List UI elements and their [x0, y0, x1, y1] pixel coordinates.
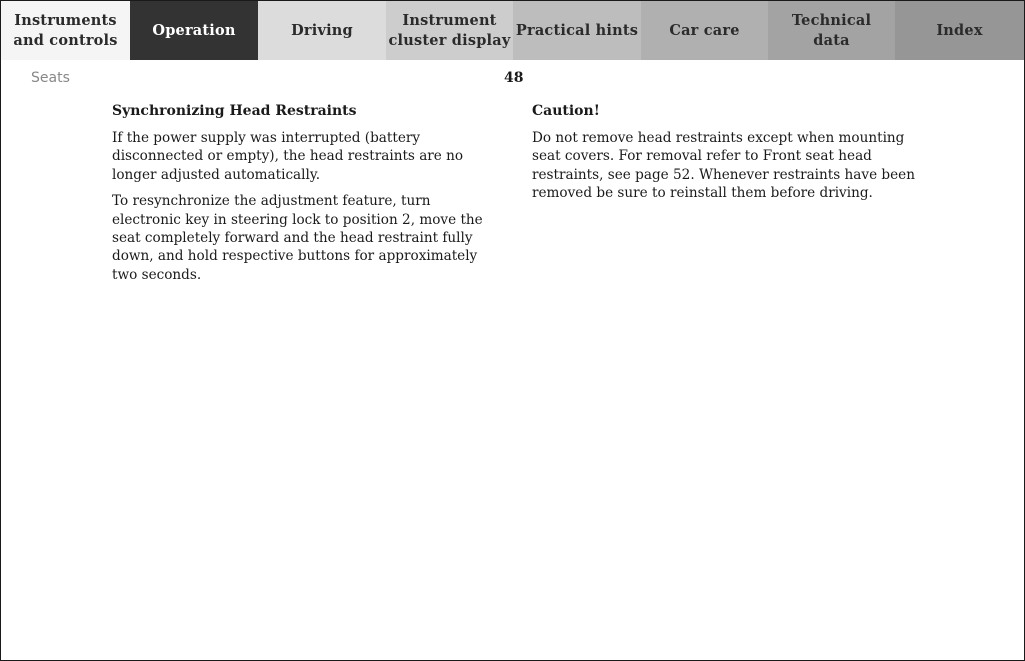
tab-driving[interactable]	[258, 1, 386, 60]
right-column	[532, 102, 922, 211]
tab-label-line1: Technical	[791, 11, 872, 29]
paragraph: If the power supply was interrupted (battery disconnected or empty), the head restraints are no longer adjusted automatically.	[112, 130, 464, 183]
section-heading: Synchronizing Head Restraints	[112, 103, 357, 119]
section-title: Seats	[31, 70, 70, 86]
tab-label-line2: data	[813, 31, 850, 49]
tab-label-line1: Instruments	[14, 11, 117, 29]
tab-index[interactable]	[895, 1, 1024, 60]
tab-practical-hints[interactable]	[513, 1, 641, 60]
tab-label-line1: Practical hints	[515, 21, 639, 39]
tab-operation[interactable]	[130, 1, 258, 60]
tab-label-line1: Car care	[669, 21, 740, 39]
tab-label-line1: Driving	[291, 21, 353, 39]
tab-car-care[interactable]	[641, 1, 768, 60]
left-column	[112, 102, 497, 292]
chapter-tab-bar	[1, 1, 1024, 60]
caution-paragraph: Do not remove head restraints except when mounting seat covers. For removal refer to Front seat head restraints, see page 52. Whenever restraints have been removed be sure to reinstall them before driving.	[532, 130, 915, 202]
tab-label-line1: Instrument	[402, 11, 497, 29]
paragraph: To resynchronize the adjustment feature, turn electronic key in steering lock to position 2, move the seat completely forward and the head restraint fully down, and hold respective buttons for approximately two seconds.	[112, 193, 483, 283]
tab-instrument-cluster-display[interactable]	[386, 1, 513, 60]
tab-label-line1: Index	[936, 21, 983, 39]
page-number: 48	[504, 70, 524, 86]
tab-instruments-and-controls[interactable]	[1, 1, 130, 60]
tab-technical-data[interactable]	[768, 1, 895, 60]
tab-label-line1: Operation	[152, 21, 236, 39]
caution-heading: Caution!	[532, 103, 600, 119]
tab-label-line2: cluster display	[388, 31, 511, 49]
tab-label-line2: and controls	[13, 31, 118, 49]
